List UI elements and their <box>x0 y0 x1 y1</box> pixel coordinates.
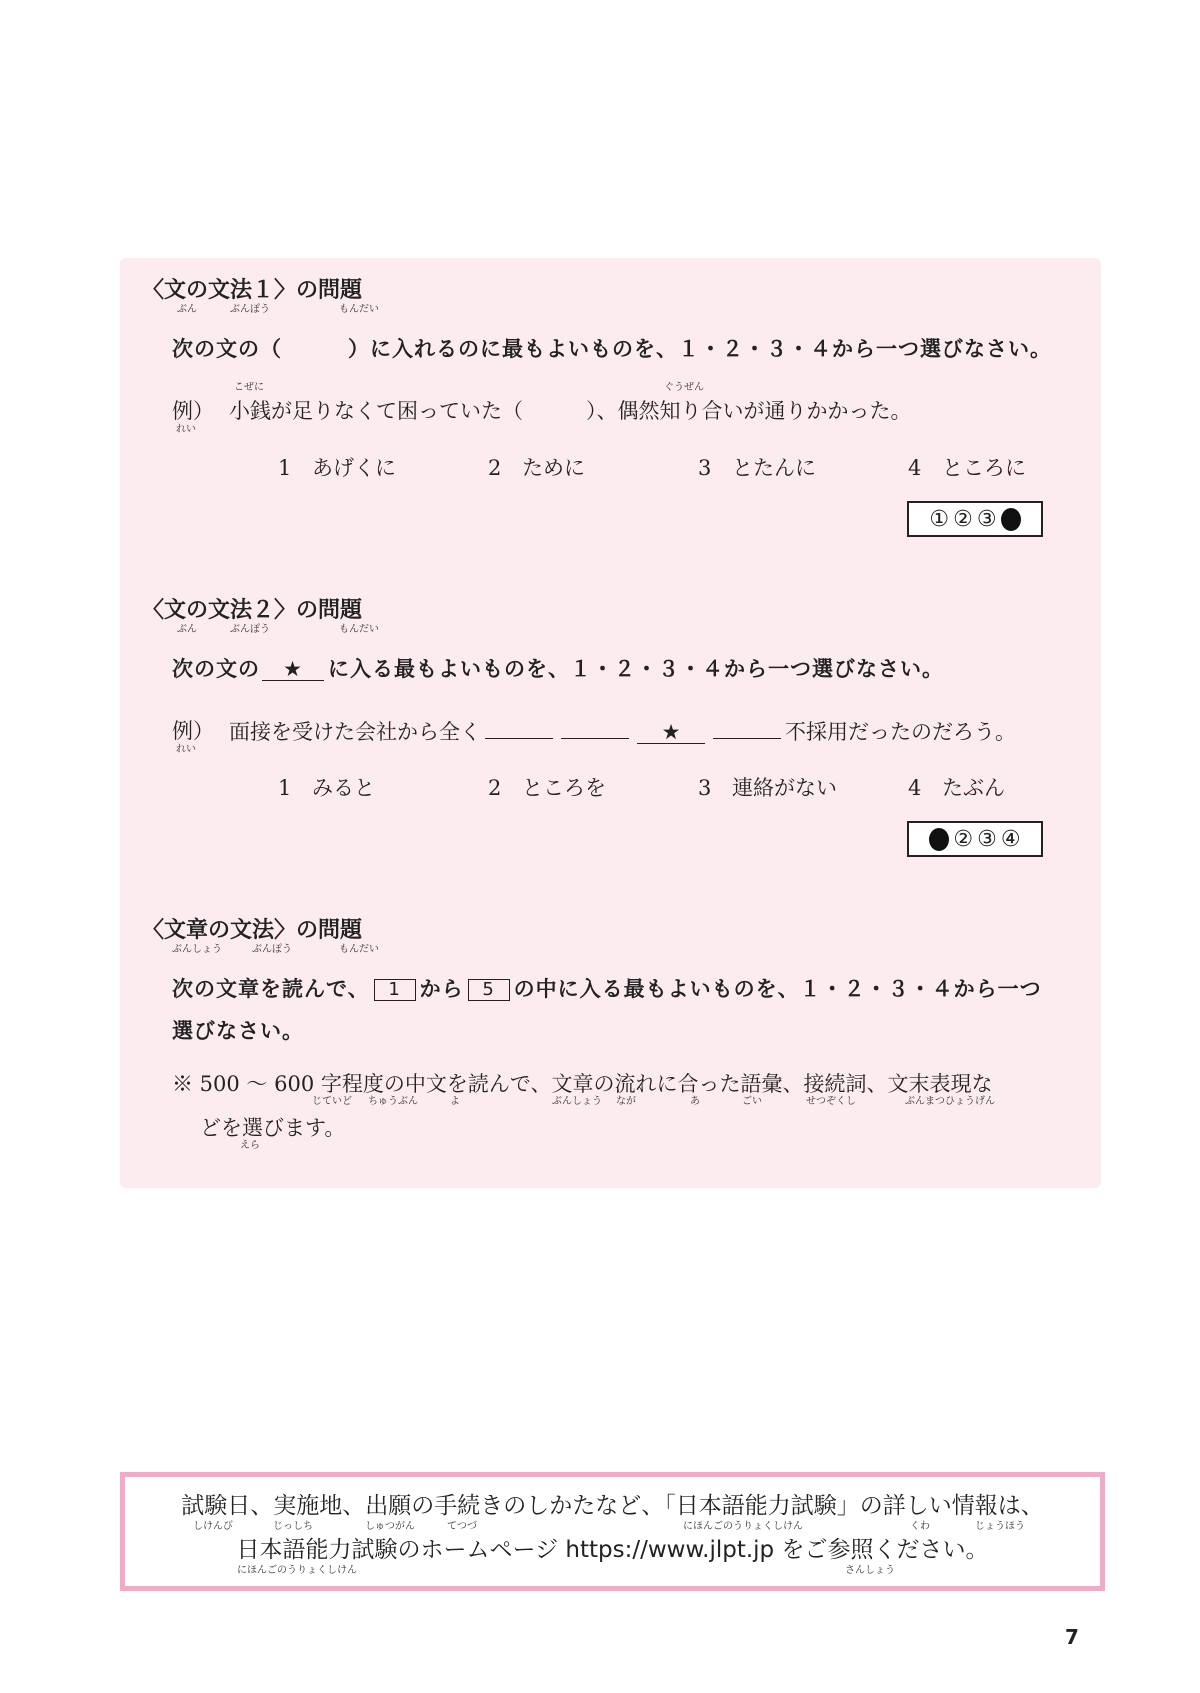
choice-item: 1 みると <box>278 776 375 800</box>
furigana: ぶんしょう <box>552 1096 602 1107</box>
example-text: 小銭が足りなくて困っていた（ ）、偶然知り合いが通りかかった。 <box>229 399 912 423</box>
choice-item: 2 ところを <box>488 776 606 800</box>
blank-box-number: 5 <box>468 979 510 1001</box>
instruction-text: 次の文の ★ に入る最もよいものを、１・２・３・４から一つ選びなさい。 <box>172 657 944 681</box>
choice-item: 3 連絡がない <box>698 776 837 800</box>
instruction-text-line2: 選びなさい。 <box>172 1019 304 1043</box>
furigana: ぶん <box>177 624 197 635</box>
instruction-text: 次の文章を読んで、 1 から 5 の中に入る最もよいものを、１・２・３・４から一つ <box>172 977 1042 1001</box>
furigana: しけんび <box>193 1521 233 1532</box>
furigana: じっしち <box>273 1521 313 1532</box>
star-blank: ★ <box>637 721 705 744</box>
furigana: しゅつがん <box>365 1521 415 1532</box>
furigana: じょうほう <box>975 1521 1025 1532</box>
furigana: もんだい <box>339 944 379 955</box>
furigana: ちゅうぶん <box>368 1096 418 1107</box>
furigana: れい <box>176 424 196 435</box>
example-text: 面接を受けた会社から全く ★ 不採用だったのだろう。 <box>229 716 1016 747</box>
furigana: えら <box>240 1140 260 1151</box>
furigana: よ <box>450 1096 460 1107</box>
answer-sheet-sample <box>907 501 1043 537</box>
choice-list <box>278 453 1038 483</box>
choice-item: 1 あげくに <box>278 456 396 480</box>
blank-slot <box>561 716 629 739</box>
choice-item: 4 ところに <box>908 456 1026 480</box>
furigana: にほんごのうりょくしけん <box>237 1565 357 1576</box>
furigana: こぜに <box>234 382 264 393</box>
blank-slot <box>485 716 553 739</box>
furigana: ぶんしょう <box>172 944 222 955</box>
answer-mark: ③ <box>976 506 997 532</box>
page-number: 7 <box>1065 1625 1079 1649</box>
choice-item: 4 たぶん <box>908 776 1005 800</box>
furigana: もんだい <box>339 624 379 635</box>
info-footer-box <box>120 1472 1105 1591</box>
blank-slot <box>713 716 781 739</box>
furigana: ぶんぽう <box>252 944 292 955</box>
answer-mark: ③ <box>977 826 997 852</box>
answer-mark: ① <box>929 506 950 532</box>
furigana: ごい <box>742 1096 762 1107</box>
choice-item: 2 ために <box>488 456 585 480</box>
furigana: ぶん <box>177 304 197 315</box>
furigana: なが <box>616 1096 636 1107</box>
furigana: くわ <box>910 1521 930 1532</box>
footer-line-1: 試験日、実施地、出願の手続きのしかたなど、「日本語能力試験」の詳しい情報は、 <box>181 1493 1044 1519</box>
footer-line-2: 日本語能力試験のホームページ https://www.jlpt.jp をご参照ください。 <box>236 1537 989 1563</box>
furigana: ぶんぽう <box>230 304 270 315</box>
furigana: ぶんぽう <box>230 624 270 635</box>
choice-item: 3 とたんに <box>698 456 816 480</box>
furigana: さんしょう <box>845 1565 895 1576</box>
example-tag: 例） <box>172 399 214 423</box>
section-title: 〈文の文法２〉の問題 ぶん ぶんぽう もんだい <box>142 598 379 635</box>
furigana: れい <box>176 744 196 755</box>
filled-answer-mark <box>1001 508 1021 531</box>
choice-list <box>278 773 1038 803</box>
blank-box-number: 1 <box>374 979 416 1001</box>
answer-mark: ② <box>953 826 974 852</box>
furigana: ぶんまつひょうげん <box>905 1096 995 1107</box>
furigana: じていど <box>312 1096 352 1107</box>
section-title: 〈文章の文法〉の問題 ぶんしょう ぶんぽう もんだい <box>142 918 379 955</box>
furigana: あ <box>690 1096 700 1107</box>
answer-sheet-sample <box>907 821 1043 857</box>
note-line: ※ 500 ～ 600 字程度の中文を読んで、文章の流れに合った語彙、接続詞、文末表現な <box>172 1072 993 1096</box>
example-tag: 例） <box>172 719 214 743</box>
answer-mark: ④ <box>1000 826 1021 852</box>
answer-mark: ② <box>953 506 973 532</box>
furigana: もんだい <box>339 304 379 315</box>
star-blank: ★ <box>262 658 324 681</box>
grammar-info-panel <box>120 258 1101 1188</box>
section-title: 〈文の文法１〉の問題 ぶん ぶんぽう もんだい <box>142 278 379 315</box>
instruction-text: 次の文の（ ）に入れるのに最もよいものを、１・２・３・４から一つ選びなさい。 <box>172 337 1052 361</box>
filled-answer-mark <box>929 828 949 851</box>
furigana: てつづ <box>447 1521 477 1532</box>
furigana: せつぞくし <box>806 1096 856 1107</box>
furigana: ぐうぜん <box>664 382 704 393</box>
note-line: どを選びます。 <box>200 1116 346 1140</box>
furigana: にほんごのうりょくしけん <box>683 1521 803 1532</box>
